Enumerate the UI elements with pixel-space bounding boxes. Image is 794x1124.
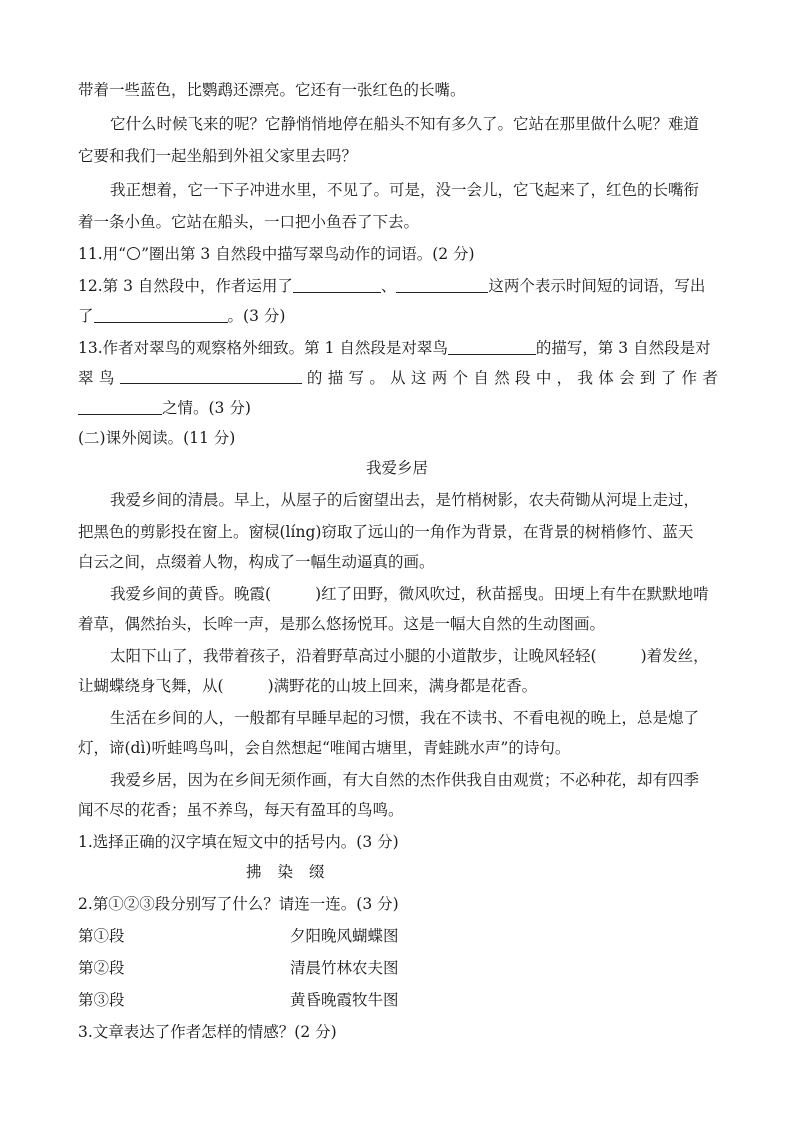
passage-line: 让蝴蝶绕身飞舞，从( )满野花的山坡上回来，满身都是花香。 xyxy=(78,677,538,695)
question-13-end: 之情。(3 分) xyxy=(78,398,718,418)
passage-line: 它什么时候飞来的呢？它静悄悄地停在船头不知有多久了。它站在那里做什么呢？难道 xyxy=(110,115,700,133)
passage-line: 我爱乡居，因为在乡间无须作画，有大自然的杰作供我自由观赏；不必种花，却有四季 xyxy=(110,771,700,789)
answer-blank[interactable] xyxy=(120,368,302,384)
answer-blank[interactable] xyxy=(78,399,162,415)
question-12: 12.第 3 自然段中，作者运用了 、 这两个表示时间短的词语，写出 xyxy=(78,277,706,295)
passage-line: 带着一些蓝色，比鹦鹉还漂亮。它还有一张红色的长嘴。 xyxy=(78,81,466,99)
passage-line: 我爱乡间的黄昏。晚霞( )红了田野，微风吹过，秋苗摇曳。田埂上有牛在默默地啃 xyxy=(110,585,709,603)
question-1: 1.选择正确的汉字填在短文中的括号内。(3 分) xyxy=(78,833,399,851)
passage-line: 把黑色的剪影投在窗上。窗棂(líng)窃取了远山的一角作为背景，在背景的树梢修竹、蓝天 xyxy=(78,523,694,541)
answer-blank[interactable] xyxy=(448,339,536,355)
section-heading: (二)课外阅读。(11 分) xyxy=(78,429,236,447)
passage-line: 我爱乡间的清晨。早上，从屋子的后窗望出去，是竹梢树影，农夫荷锄从河堤上走过， xyxy=(110,491,700,509)
match-left-item[interactable]: 第②段 xyxy=(78,959,125,977)
passage-line: 它要和我们一起坐船到外祖父家里去吗？ xyxy=(78,147,358,165)
question-11: 11.用“ ”圈出第 3 自然段中描写翠鸟动作的词语。(2 分) xyxy=(78,245,475,263)
question-13-cont: 翠 鸟 的 描 写 。 从 这 两 个 自 然 段 中 ， 我 体 会 到 了 作 者 xyxy=(78,369,718,387)
passage-line: 白云之间，点缀着人物，构成了一幅生动逼真的画。 xyxy=(78,553,435,571)
answer-blank[interactable] xyxy=(396,277,488,293)
passage-title: 我爱乡居 xyxy=(365,459,428,477)
passage-line: 生活在乡间的人，一般都有早睡早起的习惯，我在不读书、不看电视的晚上，总是熄了 xyxy=(110,709,700,727)
question-13: 13.作者对翠鸟的观察格外细致。第 1 自然段是对翠鸟 的描写，第 3 自然段是对 xyxy=(78,339,711,357)
passage-line: 我正想着，它一下子冲进水里，不见了。可是，没一会儿，它飞起来了，红色的长嘴衔 xyxy=(110,181,700,199)
match-left-item[interactable]: 第①段 xyxy=(78,927,125,945)
match-right-item[interactable]: 黄昏晚霞牧牛图 xyxy=(290,991,399,1009)
match-right-item[interactable]: 清晨竹林农夫图 xyxy=(290,959,399,977)
passage-line: 闻不尽的花香；虽不养鸟，每天有盈耳的鸟鸣。 xyxy=(78,801,404,819)
question-2: 2.第①②③段分别写了什么？请连一连。(3 分) xyxy=(78,895,399,913)
question-3: 3.文章表达了作者怎样的情感？(2 分) xyxy=(78,1023,337,1041)
circle-mark-icon xyxy=(127,247,140,260)
question-12-cont: 了 。(3 分) xyxy=(78,307,286,325)
match-left-item[interactable]: 第③段 xyxy=(78,991,125,1009)
passage-line: 灯，谛(dì)听蛙鸣鸟叫，会自然想起“唯闻古塘里，青蛙跳水声”的诗句。 xyxy=(78,739,571,757)
word-options xyxy=(246,862,341,882)
passage-line: 着草，偶然抬头，长哞一声，是那么悠扬悦耳。这是一幅大自然的生动图画。 xyxy=(78,615,606,633)
word-option: 缀 xyxy=(309,863,325,881)
word-option: 染 xyxy=(277,863,294,881)
passage-line: 太阳下山了，我带着孩子，沿着野草高过小腿的小道散步，让晚风轻轻( )着发丝， xyxy=(110,647,709,665)
passage-line: 着一条小鱼。它站在船头，一口把小鱼吞了下去。 xyxy=(78,213,420,231)
answer-blank[interactable] xyxy=(293,277,381,293)
answer-blank[interactable] xyxy=(94,307,228,323)
word-option: 拂 xyxy=(246,863,262,881)
match-right-item[interactable]: 夕阳晚风蝴蝶图 xyxy=(290,927,399,945)
